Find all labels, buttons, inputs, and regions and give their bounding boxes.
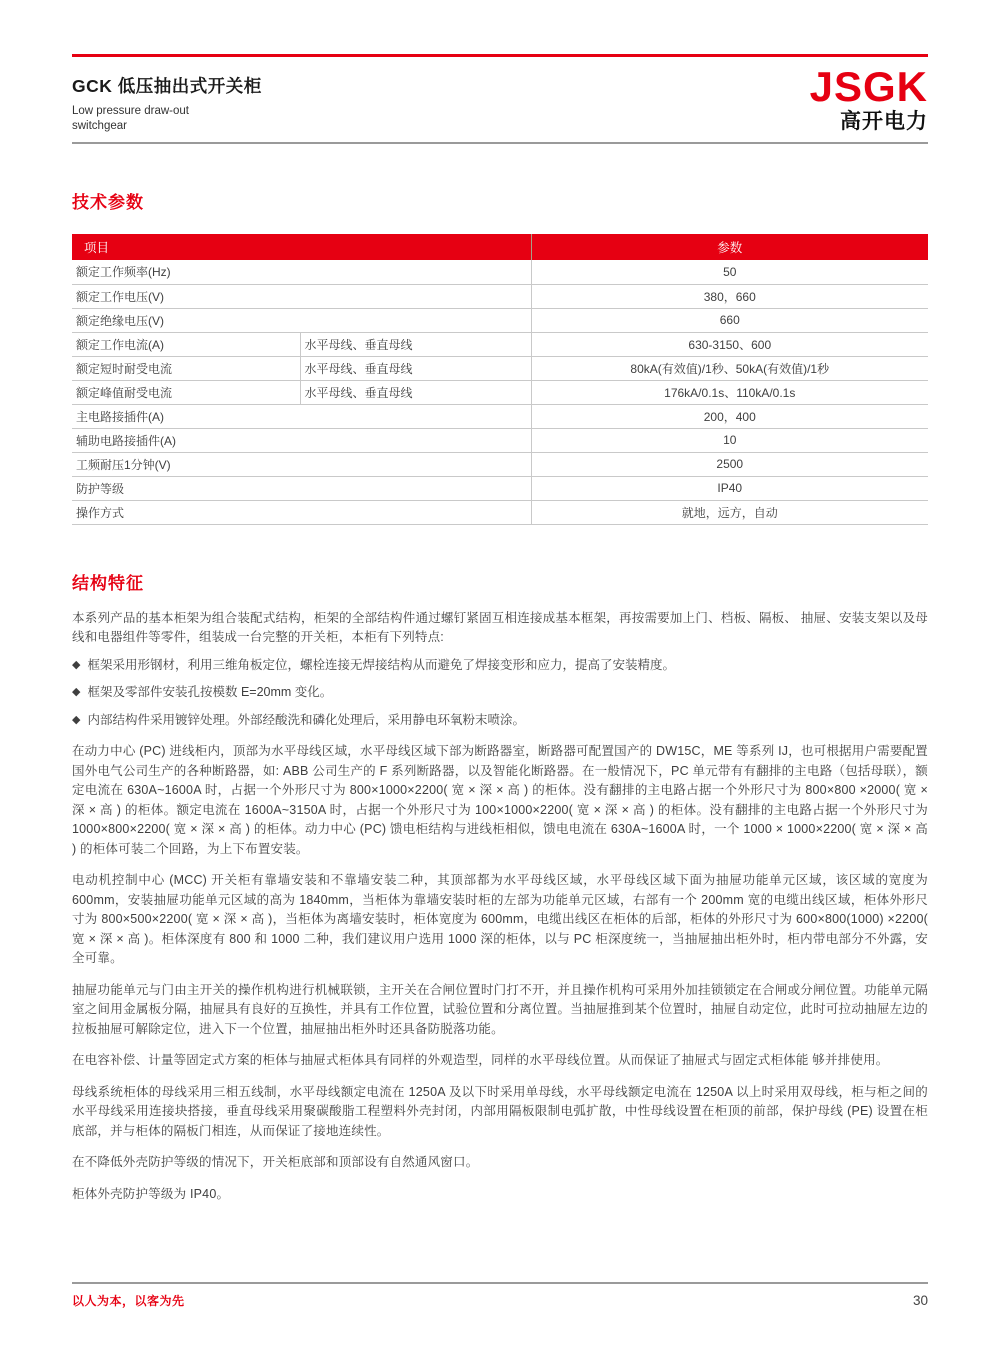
param-value-cell: 200，400 <box>531 404 928 428</box>
paragraph-intro: 本系列产品的基本柜架为组合装配式结构，柜架的全部结构件通过螺钉紧固互相连接成基本框架，再按需要加上门、档板、隔板、 抽屉、安装支架以及母线和电器组件等零件，组装成一台完整的开关柜，本柜有下列特点: <box>72 610 928 644</box>
diamond-bullet-icon: ◆ <box>72 658 81 671</box>
feature-bullet-text: 框架采用形钢材，利用三维角板定位，螺栓连接无焊接结构从而避免了焊接变形和应力，提高了安装精度。 <box>87 657 675 672</box>
table-row <box>72 332 928 356</box>
brand-logo <box>809 63 928 134</box>
section-heading-structure: 结构特征 <box>72 573 144 593</box>
param-item-cell: 额定工作电流(A) <box>72 332 300 356</box>
table-row <box>72 260 928 284</box>
param-sub-cell: 水平母线、垂直母线 <box>300 356 531 380</box>
table-row <box>72 404 928 428</box>
diamond-bullet-icon: ◆ <box>72 713 81 726</box>
param-item-cell: 操作方式 <box>72 500 531 524</box>
table-row <box>72 476 928 500</box>
param-value-cell: 2500 <box>531 452 928 476</box>
param-item-cell: 额定工作频率(Hz) <box>72 260 531 284</box>
param-value-cell: 660 <box>531 308 928 332</box>
column-header-param: 参数 <box>531 234 928 260</box>
table-header-row <box>72 234 928 260</box>
page-number: 30 <box>912 1293 928 1308</box>
table-row <box>72 452 928 476</box>
paragraph-busbar: 母线系统柜体的母线采用三相五线制，水平母线额定电流在 1250A 及以下时采用单母线，水平母线额定电流在 1250A 以上时采用双母线，柜与柜之间的水平母线采用连接块搭接，垂直母线采用聚碳酸脂工程塑料外壳封闭，内部用隔板限制电弧扩散，中性母线设置在柜顶的前部，保护母线 (PE) 设置在柜底部，并与柜体的隔板门相连，从而保证了接地连续性。 <box>72 1084 928 1138</box>
feature-bullet-1 <box>72 656 928 676</box>
param-item-cell: 辅助电路接插件(A) <box>72 428 531 452</box>
feature-bullet-2 <box>72 683 928 703</box>
param-value-cell: 50 <box>531 260 928 284</box>
param-item-cell: 主电路接插件(A) <box>72 404 531 428</box>
param-sub-cell: 水平母线、垂直母线 <box>300 380 531 404</box>
table-row <box>72 380 928 404</box>
param-value-cell: 80kA(有效值)/1秒、50kA(有效值)/1秒 <box>531 356 928 380</box>
table-row <box>72 500 928 524</box>
param-sub-cell: 水平母线、垂直母线 <box>300 332 531 356</box>
page-header <box>72 57 928 144</box>
brand-logo-text: JSGK <box>809 63 928 110</box>
param-value-cell: IP40 <box>531 476 928 500</box>
header-title-block <box>72 66 262 134</box>
param-value-cell: 10 <box>531 428 928 452</box>
param-value-cell: 380，660 <box>531 284 928 308</box>
page-subtitle-line2: switchgear <box>72 120 127 132</box>
param-item-cell: 额定工作电压(V) <box>72 284 531 308</box>
page-footer <box>72 1282 928 1309</box>
diamond-bullet-icon: ◆ <box>72 686 81 698</box>
paragraph-ventilation: 在不降低外壳防护等级的情况下，开关柜底部和顶部设有自然通风窗口。 <box>72 1155 479 1169</box>
table-row <box>72 308 928 332</box>
param-value-cell: 176kA/0.1s、110kA/0.1s <box>531 380 928 404</box>
param-item-cell: 工频耐压1分钟(V) <box>72 452 531 476</box>
feature-bullet-3 <box>72 711 928 731</box>
param-value-cell: 630-3150、600 <box>531 332 928 356</box>
paragraph-capacitor: 在电容补偿、计量等固定式方案的柜体与抽屉式柜体具有同样的外观造型，同样的水平母线位置。从而保证了抽屉式与固定式柜体能 够并排使用。 <box>72 1053 889 1067</box>
footer-slogan: 以人为本，以客为先 <box>72 1294 185 1308</box>
param-item-cell: 额定绝缘电压(V) <box>72 308 531 332</box>
param-item-cell: 防护等级 <box>72 476 531 500</box>
param-item-cell: 额定峰值耐受电流 <box>72 380 300 404</box>
paragraph-drawer-unit: 抽屉功能单元与门由主开关的操作机构进行机械联锁，主开关在合闸位置时门打不开，并且操作机构可采用外加挂锁锁定在合闸或分闸位置。功能单元隔室之间用金属板分隔，抽屉具有良好的互换性，并具有工作位置，试验位置和分离位置。当抽屉推到某个位置时，抽屉自动定位，此时可拉动抽屉左边的拉板抽屉可解除定位，进入下一个位置，抽屉抽出柜外时还具备防脱落功能。 <box>72 982 928 1036</box>
paragraph-mcc: 电动机控制中心 (MCC) 开关柜有靠墙安装和不靠墙安装二种，其顶部都为水平母线区域，水平母线区域下面为抽屉功能单元区域，该区域的宽度为 600mm，安装抽屉功能单元区域的高为 1840mm，当柜体为靠墙安装时柜的左部为功能单元区域，右部有一个 200mm 宽的电缆出线区域，柜体外形尺寸为 800×500×2200( 宽 × 深 × 高 )，当柜体为离墙安装时，柜体宽度为 600mm，电缆出线区在柜体的后部，柜体的外形尺寸为 600×800(1000) ×2200( 宽 × 深 × 高 )。柜体深度有 800 和 1000 二种，我们建议用户选用 1000 深的柜体，以与 PC 柜深度统一，当抽屉抽出柜外时，柜内带电部分不外露，安全可靠。 <box>72 873 928 965</box>
section-heading-tech-params: 技术参数 <box>72 193 144 212</box>
param-value-cell: 就地，远方，自动 <box>531 500 928 524</box>
param-item-cell: 额定短时耐受电流 <box>72 356 300 380</box>
table-row <box>72 356 928 380</box>
paragraph-ip-rating: 柜体外壳防护等级为 IP40。 <box>72 1186 230 1201</box>
tech-params-table <box>72 234 928 525</box>
brand-logo-subtext: 高开电力 <box>840 110 928 133</box>
table-row <box>72 428 928 452</box>
feature-bullet-text: 内部结构件采用镀锌处理。外部经酸洗和磷化处理后，采用静电环氧粉末喷涂。 <box>87 712 525 727</box>
table-row <box>72 284 928 308</box>
page-title: GCK 低压抽出式开关柜 <box>72 76 262 96</box>
page-subtitle-line1: Low pressure draw-out <box>72 105 189 117</box>
paragraph-pc-center: 在动力中心 (PC) 进线柜内，顶部为水平母线区域，水平母线区域下部为断路器室，断路器可配置国产的 DW15C，ME 等系列 IJ，也可根据用户需要配置国外电气公司生产的各种断路器，如: ABB 公司生产的 F 系列断路器，以及智能化断路器。在一般情况下，PC 单元带有有翻排的主电路（包括母联），额定电流在 630A~1600A 时，占据一个外形尺寸为 800×1000×2200( 宽 × 深 × 高 ) 的柜体。没有翻排的主电路占据一个外形尺寸为 800×800 ×2000( 宽 × 深 × 高 ) 的柜体。额定电流在 1600A~3150A 时，占据一个外形尺寸为 100×1000×2200( 宽 × 深 × 高 ) 的柜体。没有翻排的主电路占据一个外形尺寸为 1000×800×2200( 宽 × 深 × 高 ) 的柜体。动力中心 (PC) 馈电柜结构与进线柜相似，馈电电流在 630A~1600A 时，一个 1000 × 1000×2200( 宽 × 深 × 高 ) 的柜体可装二个回路，为上下布置安装。 <box>72 744 928 856</box>
feature-bullet-text: 框架及零部件安装孔按模数 E=20mm 变化。 <box>87 685 333 699</box>
column-header-item: 项目 <box>72 234 531 260</box>
